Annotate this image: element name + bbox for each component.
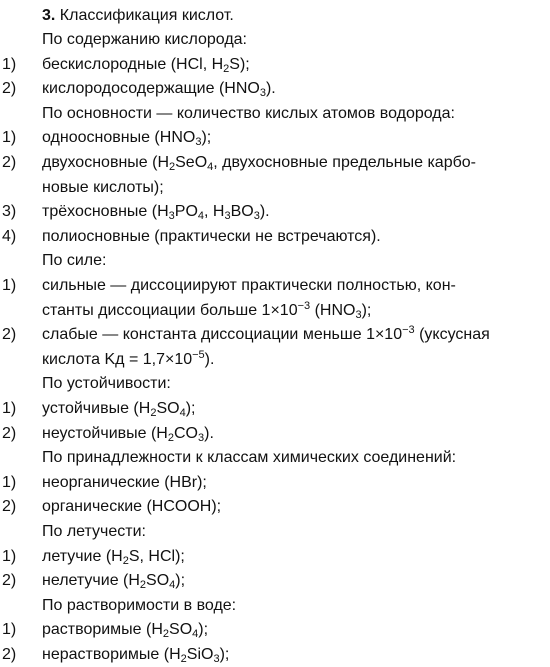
- item-text: бескислородные (HCl, $H_2S$);: [42, 55, 250, 75]
- subscript: 2: [223, 62, 230, 75]
- item-number: 2): [2, 80, 17, 98]
- subscript: 4: [192, 628, 199, 641]
- item-text-continuation: кислота Kд = $1,7\times 10^{-5}$).: [42, 348, 215, 368]
- item-text: полиосновные (практически не встречаются).: [42, 227, 381, 245]
- section-header: [0, 594, 550, 618]
- item-text: нерастворимые $(H_2SiO_3)$;: [42, 646, 230, 665]
- item-number: 2): [2, 572, 17, 590]
- item-text: органические (HCOOH);: [42, 498, 222, 516]
- list-item: [0, 53, 550, 77]
- item-number: 1): [2, 129, 17, 147]
- superscript: −3: [402, 324, 415, 337]
- list-item: [0, 397, 550, 421]
- list-item: [0, 643, 550, 667]
- section-header-text: По устойчивости:: [42, 375, 171, 393]
- subscript: 3: [253, 210, 260, 223]
- subscript: 4: [207, 161, 214, 173]
- section-header-text: По растворимости в воде:: [42, 596, 237, 614]
- list-item-continuation: [0, 176, 550, 200]
- section-header: [0, 520, 550, 544]
- subscript: 4: [169, 579, 176, 592]
- item-number: 2): [2, 646, 17, 663]
- list-item: [0, 569, 550, 593]
- section-header-text: По содержанию кислорода:: [42, 31, 247, 48]
- title-number: 3.: [42, 7, 56, 24]
- list-item: [0, 618, 550, 642]
- item-number: 1): [2, 547, 17, 565]
- item-text: нелетучие $(H_2SO_4)$;: [42, 572, 186, 592]
- subscript: 2: [162, 628, 170, 641]
- item-number: 1): [2, 277, 17, 294]
- section-header: [0, 102, 550, 126]
- item-text: сильные — диссоциируют практически полностью, кон-: [42, 277, 456, 294]
- subscript: 3: [195, 136, 202, 149]
- item-text: неустойчивые $(H_2CO_3)$.: [42, 424, 214, 444]
- list-item: [0, 274, 550, 298]
- item-number: 2): [2, 154, 17, 171]
- subscript: 2: [150, 407, 157, 419]
- section-header-text: По основности — количество кислых атомов водорода:: [42, 104, 455, 122]
- list-item-continuation: [0, 299, 550, 323]
- item-text: устойчивые $(H_2SO_4)$;: [42, 400, 196, 419]
- item-text: двухосновные ($H_2SeO_4$, двухосновные предельные карбо-: [42, 154, 476, 173]
- subscript: 3: [259, 87, 266, 100]
- list-item: [0, 77, 550, 101]
- superscript: −3: [297, 299, 311, 312]
- list-item-continuation: [0, 348, 550, 372]
- item-text-continuation: станты диссоциации больше $1\times 10^{-3}$ $(HNO_3)$;: [42, 299, 372, 321]
- list-item: [0, 495, 550, 519]
- section-header: [0, 372, 550, 396]
- subscript: 3: [168, 210, 175, 223]
- subscript: 3: [355, 308, 362, 321]
- subscript: 2: [167, 431, 174, 444]
- list-item: [0, 200, 550, 224]
- list-item: [0, 126, 550, 150]
- subscript: 3: [213, 653, 220, 665]
- item-number: 1): [2, 55, 17, 73]
- section-header-text: По силе:: [42, 252, 107, 270]
- item-number: 1): [2, 473, 17, 491]
- list-item: [0, 225, 550, 249]
- item-number: 1): [2, 400, 17, 417]
- list-item: [0, 323, 550, 347]
- subscript: 4: [197, 210, 205, 223]
- item-number: 1): [2, 621, 17, 639]
- list-item: [0, 545, 550, 569]
- item-number: 2): [2, 326, 17, 344]
- item-text: трёхосновные ($H_3PO_4$, $H_3BO_3$).: [42, 203, 270, 223]
- subscript: 2: [180, 653, 187, 665]
- section-header: [0, 446, 550, 470]
- section-header-text: По летучести:: [42, 523, 146, 540]
- item-text: одноосновные $(HNO_3)$;: [42, 129, 212, 149]
- subscript: 2: [122, 554, 129, 567]
- item-text: летучие ($H_2S$, HCl);: [42, 547, 185, 567]
- section-header: [0, 249, 550, 273]
- item-text: неорганические (HBr);: [42, 473, 207, 491]
- subscript: 4: [179, 407, 186, 419]
- subscript: 2: [169, 161, 176, 173]
- item-text: слабые — константа диссоциации меньше $1\times 10^{-3}$ (уксусная: [42, 324, 490, 344]
- subscript: 3: [224, 210, 231, 223]
- item-text: растворимые $(H_2SO_4)$;: [42, 621, 209, 641]
- item-number: 2): [2, 498, 17, 516]
- section-header: [0, 28, 550, 52]
- title-text: Классификация кислот.: [59, 7, 234, 24]
- superscript: −5: [192, 348, 205, 361]
- subscript: 2: [139, 579, 147, 592]
- list-item: [0, 422, 550, 446]
- item-number: 4): [2, 227, 17, 245]
- section-header-text: По принадлежности к классам химических соединений:: [42, 449, 457, 467]
- item-number: 3): [2, 203, 17, 221]
- list-item: [0, 151, 550, 175]
- item-text: кислородосодержащие $(HNO_3)$.: [42, 80, 276, 100]
- subscript: 3: [197, 431, 205, 444]
- list-item: [0, 471, 550, 495]
- item-number: 2): [2, 424, 17, 442]
- item-text-continuation: новые кислоты);: [42, 178, 164, 196]
